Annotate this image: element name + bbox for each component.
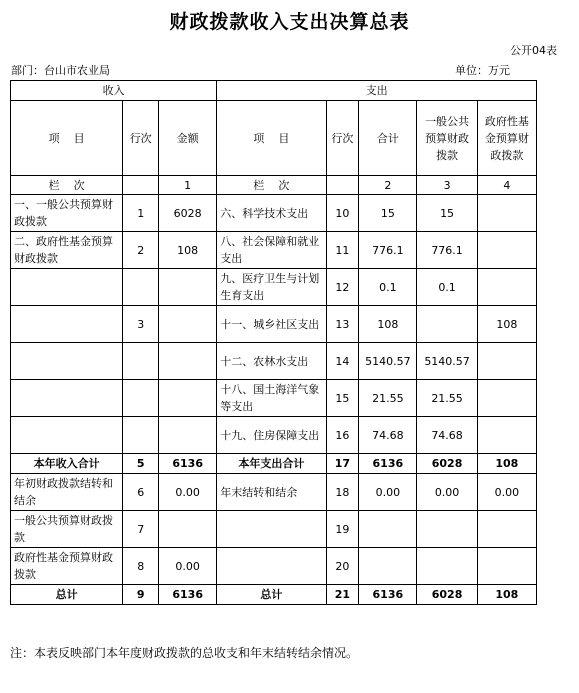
exp-item: 十二、农林水支出 (217, 343, 326, 380)
table-row (11, 343, 537, 380)
exp-row-no: 20 (326, 548, 359, 585)
exp-row-no: 14 (326, 343, 359, 380)
col-empty (123, 176, 159, 195)
total-amount: 0.1 (359, 269, 417, 306)
table-row (11, 306, 537, 343)
income-amount: 6136 (159, 454, 217, 474)
col-4: 4 (477, 176, 536, 195)
income-item: 政府性基金预算财政拨款 (11, 548, 123, 585)
income-header: 收入 (11, 81, 217, 101)
income-amount: 0.00 (159, 474, 217, 511)
gov-fund-amount (477, 417, 536, 454)
gov-fund-amount (477, 269, 536, 306)
income-item: 总计 (11, 585, 123, 605)
exp-row-no: 21 (326, 585, 359, 605)
table-row (11, 417, 537, 454)
exp-row-no: 13 (326, 306, 359, 343)
table-row (11, 454, 537, 474)
gov-fund-amount (477, 380, 536, 417)
exp-row-no: 15 (326, 380, 359, 417)
exp-item: 本年支出合计 (217, 454, 326, 474)
exp-item: 九、医疗卫生与计划生育支出 (217, 269, 326, 306)
income-item: 本年收入合计 (11, 454, 123, 474)
income-item (11, 269, 123, 306)
exp-col-empty (326, 176, 359, 195)
total-amount: 6136 (359, 454, 417, 474)
footnote: 注：本表反映部门本年度财政拨款的总收支和年末结转结余情况。 (10, 646, 359, 660)
exp-item: 十八、国土海洋气象等支出 (217, 380, 326, 417)
general-budget-amount (417, 511, 477, 548)
total-header: 合计 (359, 101, 417, 176)
exp-item (217, 511, 326, 548)
finance-table (10, 80, 537, 605)
income-item (11, 380, 123, 417)
exp-item: 八、社会保障和就业支出 (217, 232, 326, 269)
income-amount-header: 金额 (159, 101, 217, 176)
col-1: 1 (159, 176, 217, 195)
total-amount: 5140.57 (359, 343, 417, 380)
general-budget-amount: 776.1 (417, 232, 477, 269)
total-amount: 776.1 (359, 232, 417, 269)
exp-item: 十九、住房保障支出 (217, 417, 326, 454)
exp-row-no: 16 (326, 417, 359, 454)
gov-fund-amount: 0.00 (477, 474, 536, 511)
expenditure-header: 支出 (217, 81, 537, 101)
general-budget-amount: 0.00 (417, 474, 477, 511)
total-amount: 21.55 (359, 380, 417, 417)
income-row-no: 5 (123, 454, 159, 474)
exp-row-no: 18 (326, 474, 359, 511)
exp-col-label: 栏 次 (217, 176, 326, 195)
general-budget-amount: 74.68 (417, 417, 477, 454)
income-row-no: 2 (123, 232, 159, 269)
exp-item: 六、科学技术支出 (217, 195, 326, 232)
income-item (11, 417, 123, 454)
income-row-no: 8 (123, 548, 159, 585)
col-label: 栏 次 (11, 176, 123, 195)
exp-row-no-header: 行次 (326, 101, 359, 176)
income-row-no: 9 (123, 585, 159, 605)
income-amount (159, 343, 217, 380)
income-amount (159, 306, 217, 343)
table-row (11, 195, 537, 232)
gov-fund-amount: 108 (477, 306, 536, 343)
exp-item (217, 548, 326, 585)
income-row-no-header: 行次 (123, 101, 159, 176)
income-row-no: 6 (123, 474, 159, 511)
gov-fund-amount (477, 232, 536, 269)
income-item: 二、政府性基金预算财政拨款 (11, 232, 123, 269)
income-row-no (123, 343, 159, 380)
table-row (11, 269, 537, 306)
total-amount: 108 (359, 306, 417, 343)
gov-fund-amount (477, 343, 536, 380)
exp-item-header: 项 目 (217, 101, 326, 176)
col-2: 2 (359, 176, 417, 195)
exp-row-no: 11 (326, 232, 359, 269)
total-amount: 0.00 (359, 474, 417, 511)
table-row (11, 232, 537, 269)
exp-row-no: 17 (326, 454, 359, 474)
general-budget-amount: 15 (417, 195, 477, 232)
table-row (11, 511, 537, 548)
income-item: 一、一般公共预算财政拨款 (11, 195, 123, 232)
gov-fund-amount (477, 195, 536, 232)
exp-item: 总计 (217, 585, 326, 605)
gov-fund-amount (477, 511, 536, 548)
income-row-no: 1 (123, 195, 159, 232)
exp-row-no: 10 (326, 195, 359, 232)
gov-fund-header: 政府性基金预算财政拨款 (477, 101, 536, 176)
total-amount (359, 548, 417, 585)
general-budget-header: 一般公共预算财政拨款 (417, 101, 477, 176)
income-row-no: 3 (123, 306, 159, 343)
general-budget-amount: 6028 (417, 454, 477, 474)
income-row-no (123, 269, 159, 306)
income-item (11, 343, 123, 380)
col-3: 3 (417, 176, 477, 195)
total-amount: 74.68 (359, 417, 417, 454)
income-amount: 108 (159, 232, 217, 269)
income-amount: 6136 (159, 585, 217, 605)
income-amount (159, 417, 217, 454)
income-row-no: 7 (123, 511, 159, 548)
total-amount: 6136 (359, 585, 417, 605)
income-item: 一般公共预算财政拨款 (11, 511, 123, 548)
income-amount (159, 269, 217, 306)
total-amount (359, 511, 417, 548)
exp-row-no: 12 (326, 269, 359, 306)
income-amount (159, 380, 217, 417)
general-budget-amount (417, 306, 477, 343)
exp-item: 年末结转和结余 (217, 474, 326, 511)
general-budget-amount (417, 548, 477, 585)
income-item: 年初财政拨款结转和结余 (11, 474, 123, 511)
income-row-no (123, 417, 159, 454)
income-amount (159, 511, 217, 548)
table-row (11, 548, 537, 585)
exp-item: 十一、城乡社区支出 (217, 306, 326, 343)
department-label: 部门：台山市农业局 (11, 64, 110, 77)
income-amount: 6028 (159, 195, 217, 232)
table-row (11, 380, 537, 417)
income-row-no (123, 380, 159, 417)
table-row (11, 474, 537, 511)
income-amount: 0.00 (159, 548, 217, 585)
total-amount: 15 (359, 195, 417, 232)
general-budget-amount: 5140.57 (417, 343, 477, 380)
general-budget-amount: 0.1 (417, 269, 477, 306)
general-budget-amount: 6028 (417, 585, 477, 605)
gov-fund-amount (477, 548, 536, 585)
report-title: 财政拨款收入支出决算总表 (169, 11, 410, 33)
general-budget-amount: 21.55 (417, 380, 477, 417)
exp-row-no: 19 (326, 511, 359, 548)
table-row (11, 585, 537, 605)
gov-fund-amount: 108 (477, 454, 536, 474)
gov-fund-amount: 108 (477, 585, 536, 605)
income-item-header: 项 目 (11, 101, 123, 176)
unit-label: 单位：万元 (455, 64, 510, 77)
form-number: 公开04表 (510, 44, 557, 57)
income-item (11, 306, 123, 343)
